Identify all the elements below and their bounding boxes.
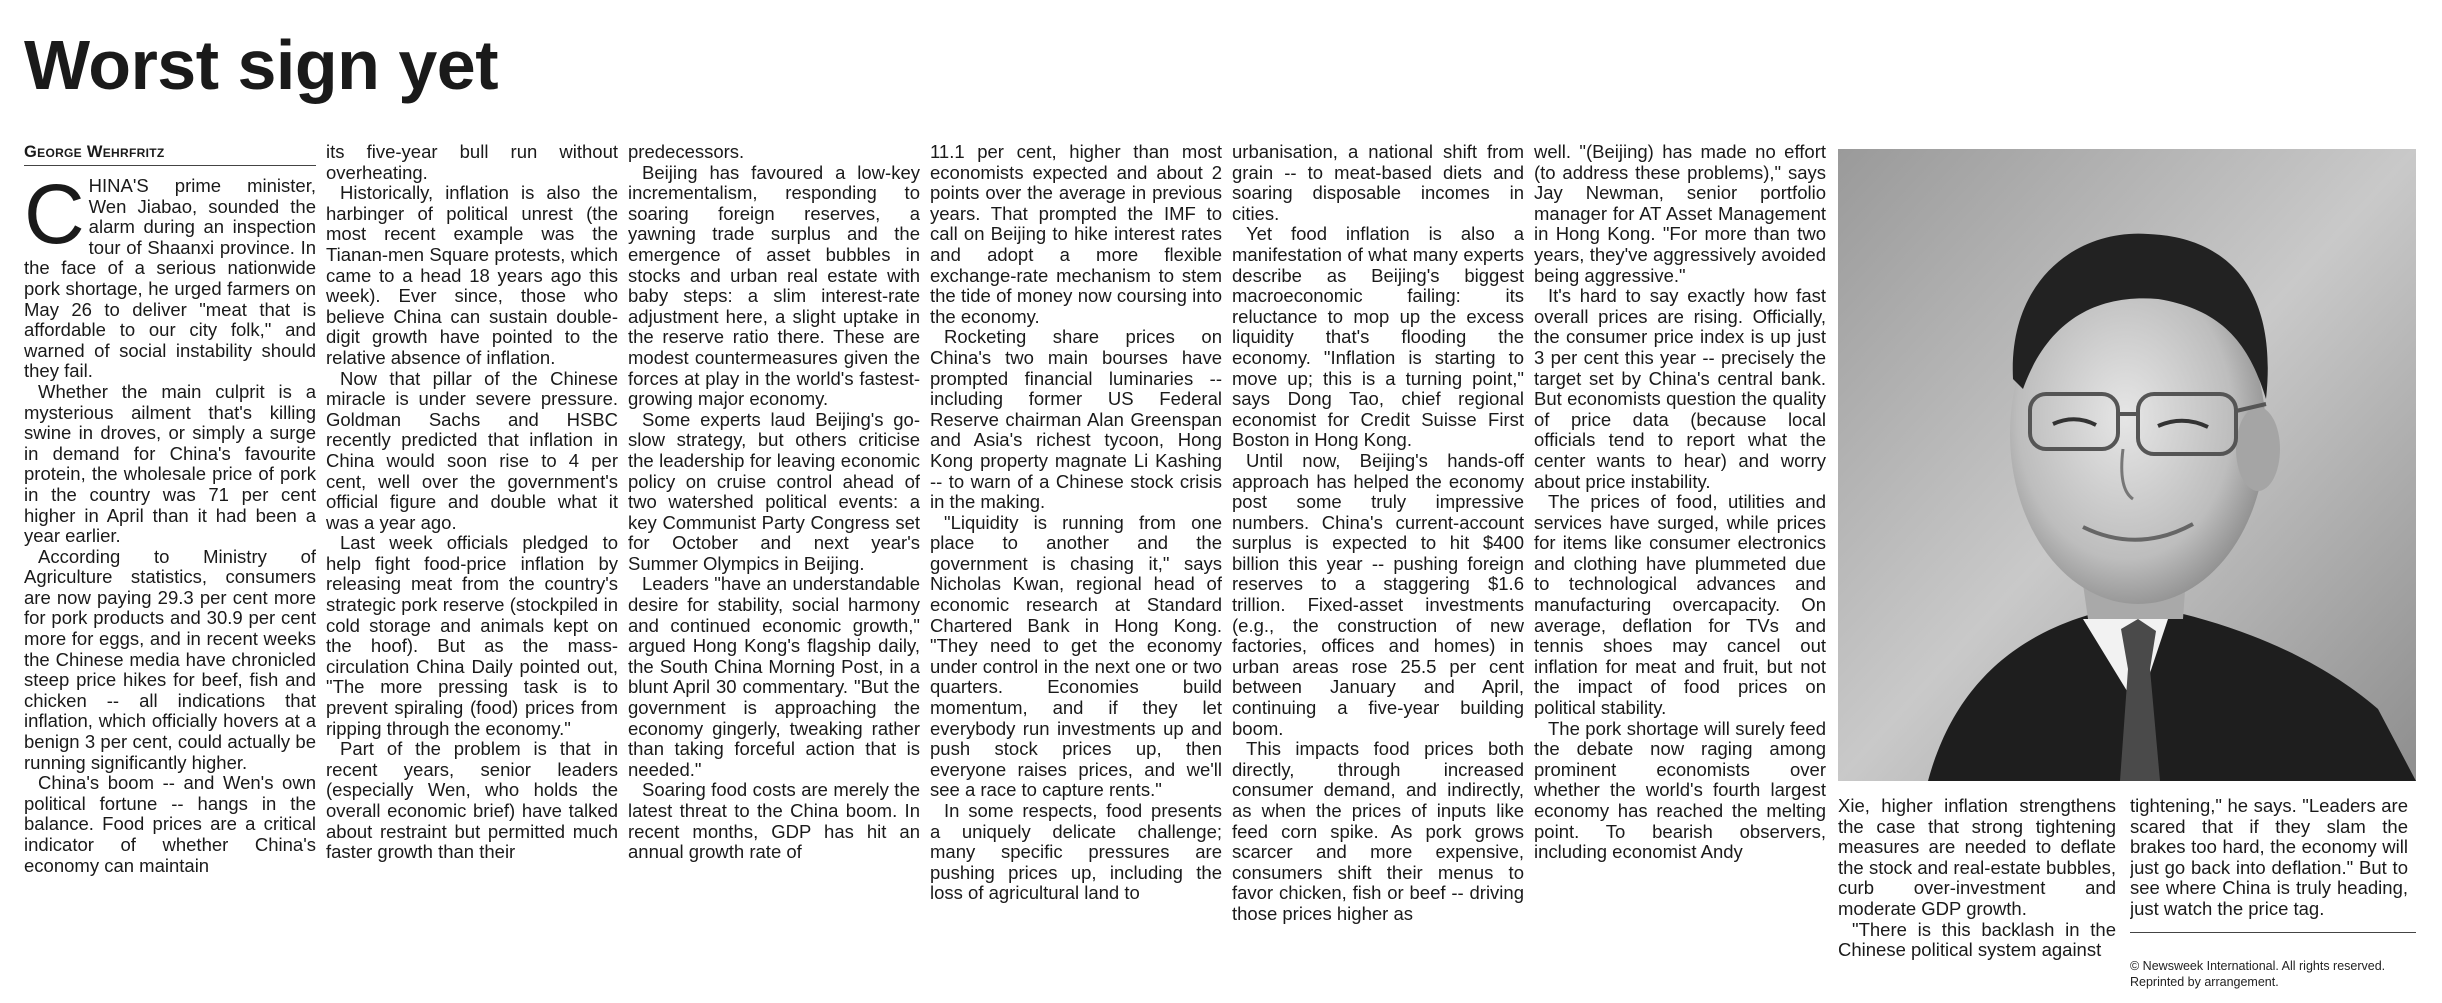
paragraph: Historically, inflation is also the harbinger of political unrest (the most recent example was the Tianan-men Square protests, which came to a head 18 years ago this week). Ever since, those who believe China can sustain double-digit growth have pointed to the relative absence of inflation. xyxy=(326,182,618,368)
paragraph: "Liquidity is running from one place to another and the government is chasing it," says Nicholas Kwan, regional head of economic research at Standard Chartered Bank in Hong Kong. "They need to get the economy under control in the next one or two quarters. Economies build momentum, and if they let everybody run investments up and push stock prices up, then everyone raises prices, and we'll see a race to capture rents." xyxy=(930,511,1222,801)
paragraph: tightening," he says. "Leaders are scared that if they slam the brakes too hard, the economy will just go back into deflation." But to see where China is truly heading, just watch the price tag. xyxy=(2130,796,2408,919)
paragraph: The pork shortage will surely feed the debate now raging among prominent economists over whether the world's fourth largest economy has reached the melting point. To bearish observers, including economist Andy xyxy=(1534,717,1826,863)
portrait-illustration xyxy=(1838,149,2416,781)
paragraph: Whether the main culprit is a mysterious ailment that's killing swine in droves, or simply a surge in demand for China's favourite protein, the wholesale price of pork in the country was 71 per cent higher in April than it had been a year earlier. xyxy=(24,380,316,547)
article-column-3 xyxy=(628,142,920,1000)
paragraph: Now that pillar of the Chinese miracle is under severe pressure. Goldman Sachs and HSBC recently predicted that inflation in China would soon rise to 4 per cent, well over the government's official figure and double what it was a year ago. xyxy=(326,367,618,533)
paragraph: Leaders "have an understandable desire for stability, social harmony and continued economic growth," argued Hong Kong's flagship daily, the South China Morning Post, in a blunt April 30 commentary. "But the government is approaching the economy gingerly, tweaking rather than taking forceful action that is needed." xyxy=(628,573,920,780)
article-column-7 xyxy=(1838,796,2116,996)
paragraph: China's boom -- and Wen's own political fortune -- hangs in the balance. Food prices are a critical indicator of whether China's economy can maintain xyxy=(24,772,316,876)
paragraph: its five-year bull run without overheating. xyxy=(326,142,618,183)
paragraph: Part of the problem is that in recent years, senior leaders (especially Wen, who holds the overall economic brief) have talked about restraint but permitted much faster growth than their xyxy=(326,738,618,863)
copyright-line: © Newsweek International. All rights reserved. xyxy=(2130,959,2386,973)
article-column-5 xyxy=(1232,142,1524,1000)
paragraph: It's hard to say exactly how fast overall prices are rising. Officially, the consumer price index is up just 3 per cent this year -- precisely the target set by China's central bank. But economists question the quality of price data (because local officials tend to report what the center wants to hear) and worry about price instability. xyxy=(1534,285,1826,492)
portrait-photo xyxy=(1838,149,2416,781)
paragraph: Xie, higher inflation strengthens the case that strong tightening measures are needed to deflate the stock and real-estate bubbles, curb over-investment and moderate GDP growth. xyxy=(1838,796,2116,919)
paragraph: This impacts food prices both directly, through increased consumer demand, and indirectly, as when the prices of inputs like feed corn spike. As pork grows scarcer and more expensive, consumers shift their menus to favor chicken, fish or beef -- driving those prices higher as xyxy=(1232,738,1524,924)
paragraph: well. "(Beijing) has made no effort (to address these problems)," says Jay Newman, senior portfolio manager for AT Asset Management in Hong Kong. "For more than two years, they've aggressively avoided being aggressive." xyxy=(1534,142,1826,286)
byline-text: George Wehrfritz xyxy=(24,143,165,161)
paragraph: Beijing has favoured a low-key incrementalism, responding to soaring foreign reserves, a yawning trade surplus and the emergence of asset bubbles in stocks and urban real estate with baby steps: a slim interest-rate adjustment here, a slight uptake in the reserve ratio there. These are modest countermeasures given the forces at play in the world's fastest-growing major economy. xyxy=(628,161,920,410)
paragraph: Rocketing share prices on China's two main bourses have prompted financial luminaries -- including former US Federal Reserve chairman Alan Greenspan and Asia's richest tycoon, Hong Kong property magnate Li Kashing -- to warn of a Chinese stock crisis in the making. xyxy=(930,326,1222,513)
paragraph: In some respects, food presents a uniquely delicate challenge; many specific pressures are pushing prices up, including the loss of agricultural land to xyxy=(930,800,1222,904)
copyright-credit xyxy=(2130,958,2420,990)
article-column-4 xyxy=(930,142,1222,1000)
article-column-8 xyxy=(2130,796,2408,926)
paragraph: Until now, Beijing's hands-off approach has helped the economy post some truly impressive numbers. China's current-account surplus is expected to hit $400 billion this year -- pushing foreign reserves to a staggering $1.6 trillion. Fixed-asset investments (e.g., the construction of new factories, offices and homes) in urban areas rose 25.5 per cent between January and April, continuing a five-year building boom. xyxy=(1232,449,1524,739)
paragraph: urbanisation, a national shift from grain -- to meat-based diets and soaring disposable incomes in cities. xyxy=(1232,142,1524,224)
headline: Worst sign yet xyxy=(24,26,499,104)
paragraph: predecessors. xyxy=(628,142,745,162)
paragraph: Yet food inflation is also a manifestation of what many experts describe as Beijing's biggest macroeconomic failing: its reluctance to mop up the excess liquidity that's flooding the economy. "Inflation is starting to move up; this is a turning point," says Dong Tao, chief regional economist for Credit Suisse First Boston in Hong Kong. xyxy=(1232,223,1524,451)
paragraph: Soaring food costs are merely the latest threat to the China boom. In recent months, GDP has hit an annual growth rate of xyxy=(628,779,920,863)
reprint-line: Reprinted by arrangement. xyxy=(2130,975,2279,989)
article-column-6 xyxy=(1534,142,1826,1000)
paragraph: "There is this backlash in the Chinese political system against xyxy=(1838,918,2116,961)
drop-cap: C xyxy=(24,167,85,261)
paragraph-text: HINA'S prime minister, Wen Jiabao, sounded the alarm during an inspection tour of Shaanxi province. In the face of a serious nationwide pork shortage, he urged farmers on May 26 to deliver "meat that is affordable to our city folk," and warned of social instability should they fail. xyxy=(24,175,316,382)
article-column-2 xyxy=(326,142,618,1000)
paragraph: Last week officials pledged to help fight food-price inflation by releasing meat from the country's strategic pork reserve (stockpiled in cold storage and animals kept on the hoof). But as the mass-circulation China Daily pointed out, "The more pressing task is to prevent spiraling (food) prices from ripping through the economy." xyxy=(326,532,618,739)
article-column-1 xyxy=(24,142,316,1000)
paragraph xyxy=(24,167,316,382)
paragraph: According to Ministry of Agriculture statistics, consumers are now paying 29.3 per cent more for pork products and 30.9 per cent more for eggs, and in recent weeks the Chinese media have chronicled steep price hikes for beef, fish and chicken -- all indications that inflation, which officially hovers at a benign 3 per cent, could actually be running significantly higher. xyxy=(24,545,316,773)
paragraph: Some experts laud Beijing's go-slow strategy, but others criticise the leadership for leaving economic policy on cruise control ahead of two watershed political events: a key Communist Party Congress set for October and next year's Summer Olympics in Beijing. xyxy=(628,408,920,574)
paragraph: The prices of food, utilities and services have surged, while prices for items like consumer electronics and clothing have plummeted due to technological advances and manufacturing overcapacity. On average, deflation for TVs and tennis shoes may cancel out inflation for meat and fruit, but not the impact of food prices on political stability. xyxy=(1534,491,1826,719)
paragraph: 11.1 per cent, higher than most economists expected and about 2 points over the average in previous years. That prompted the IMF to call on Beijing to hike interest rates and adopt a more flexible exchange-rate mechanism to stem the tide of money now coursing into the economy. xyxy=(930,142,1222,327)
credit-divider xyxy=(2130,932,2416,933)
byline xyxy=(24,142,316,166)
